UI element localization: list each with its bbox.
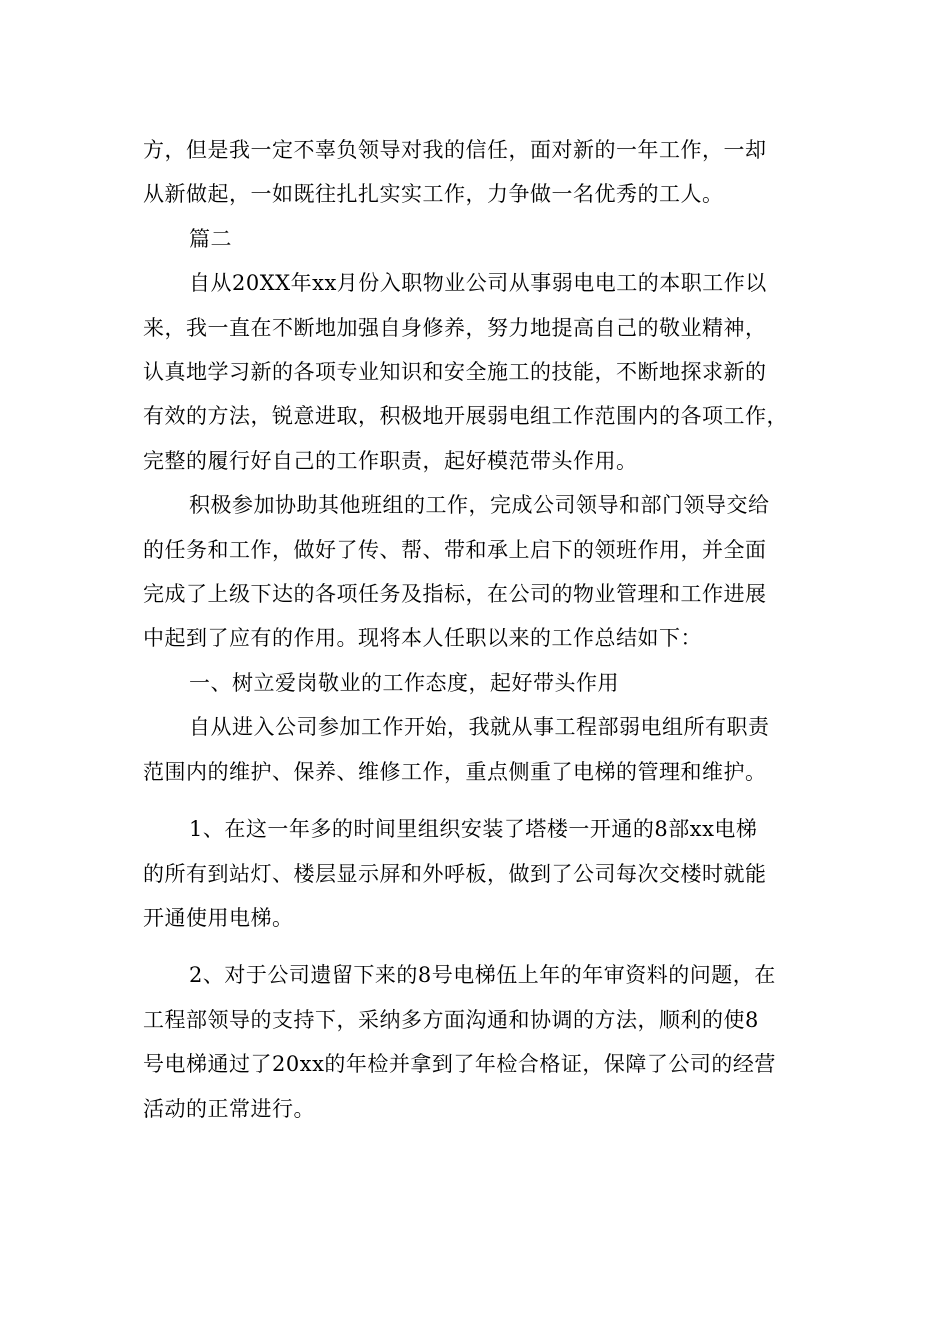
text-line: 积极参加协助其他班组的工作，完成公司领导和部门领导交给 xyxy=(189,493,770,518)
text-line: 一、树立爱岗敬业的工作态度，起好带头作用 xyxy=(189,670,619,695)
paragraph-cooperation xyxy=(143,483,823,661)
text-line: 篇二 xyxy=(189,226,232,251)
document-body xyxy=(143,128,823,1131)
text-line: 工程部领导的支持下，采纳多方面沟通和协调的方法，顺利的使8 xyxy=(143,1007,759,1032)
text-line: 来，我一直在不断地加强自身修养，努力地提高自己的敬业精神， xyxy=(143,315,767,340)
section-title xyxy=(143,217,823,261)
text-line: 完整的履行好自己的工作职责，起好模范带头作用。 xyxy=(143,448,638,473)
text-line: 自从20XX年xx月份入职物业公司从事弱电电工的本职工作以 xyxy=(189,271,767,296)
text-line: 有效的方法，锐意进取，积极地开展弱电组工作范围内的各项工作， xyxy=(143,404,788,429)
text-line: 活动的正常进行。 xyxy=(143,1096,315,1121)
text-line: 方，但是我一定不辜负领导对我的信任，面对新的一年工作，一却 xyxy=(143,138,767,162)
text-line: 开通使用电梯。 xyxy=(143,905,294,930)
paragraph-item-1 xyxy=(143,807,823,940)
paragraph-duties xyxy=(143,705,823,794)
text-line: 中起到了应有的作用。现将本人任职以来的工作总结如下： xyxy=(143,626,702,651)
text-line: 2、对于公司遗留下来的8号电梯伍上年的年审资料的问题，在 xyxy=(189,963,776,988)
text-line: 的任务和工作，做好了传、帮、带和承上启下的领班作用，并全面 xyxy=(143,537,767,562)
paragraph-continuation xyxy=(143,128,823,217)
text-line: 认真地学习新的各项专业知识和安全施工的技能，不断地探求新的 xyxy=(143,360,767,385)
paragraph-item-2 xyxy=(143,953,823,1131)
paragraph-intro xyxy=(143,261,823,483)
text-line: 1、在这一年多的时间里组织安装了塔楼一开通的8部xx电梯 xyxy=(189,817,758,842)
text-line: 号电梯通过了20xx的年检并拿到了年检合格证，保障了公司的经营 xyxy=(143,1052,776,1077)
text-line: 范围内的维护、保养、维修工作，重点侧重了电梯的管理和维护。 xyxy=(143,759,767,784)
text-line: 完成了上级下达的各项任务及指标，在公司的物业管理和工作进展 xyxy=(143,582,767,607)
text-line: 的所有到站灯、楼层显示屏和外呼板，做到了公司每次交楼时就能 xyxy=(143,861,767,886)
text-line: 从新做起，一如既往扎扎实实工作，力争做一名优秀的工人。 xyxy=(143,182,724,207)
subsection-heading xyxy=(143,661,823,705)
text-line: 自从进入公司参加工作开始，我就从事工程部弱电组所有职责 xyxy=(189,715,770,740)
